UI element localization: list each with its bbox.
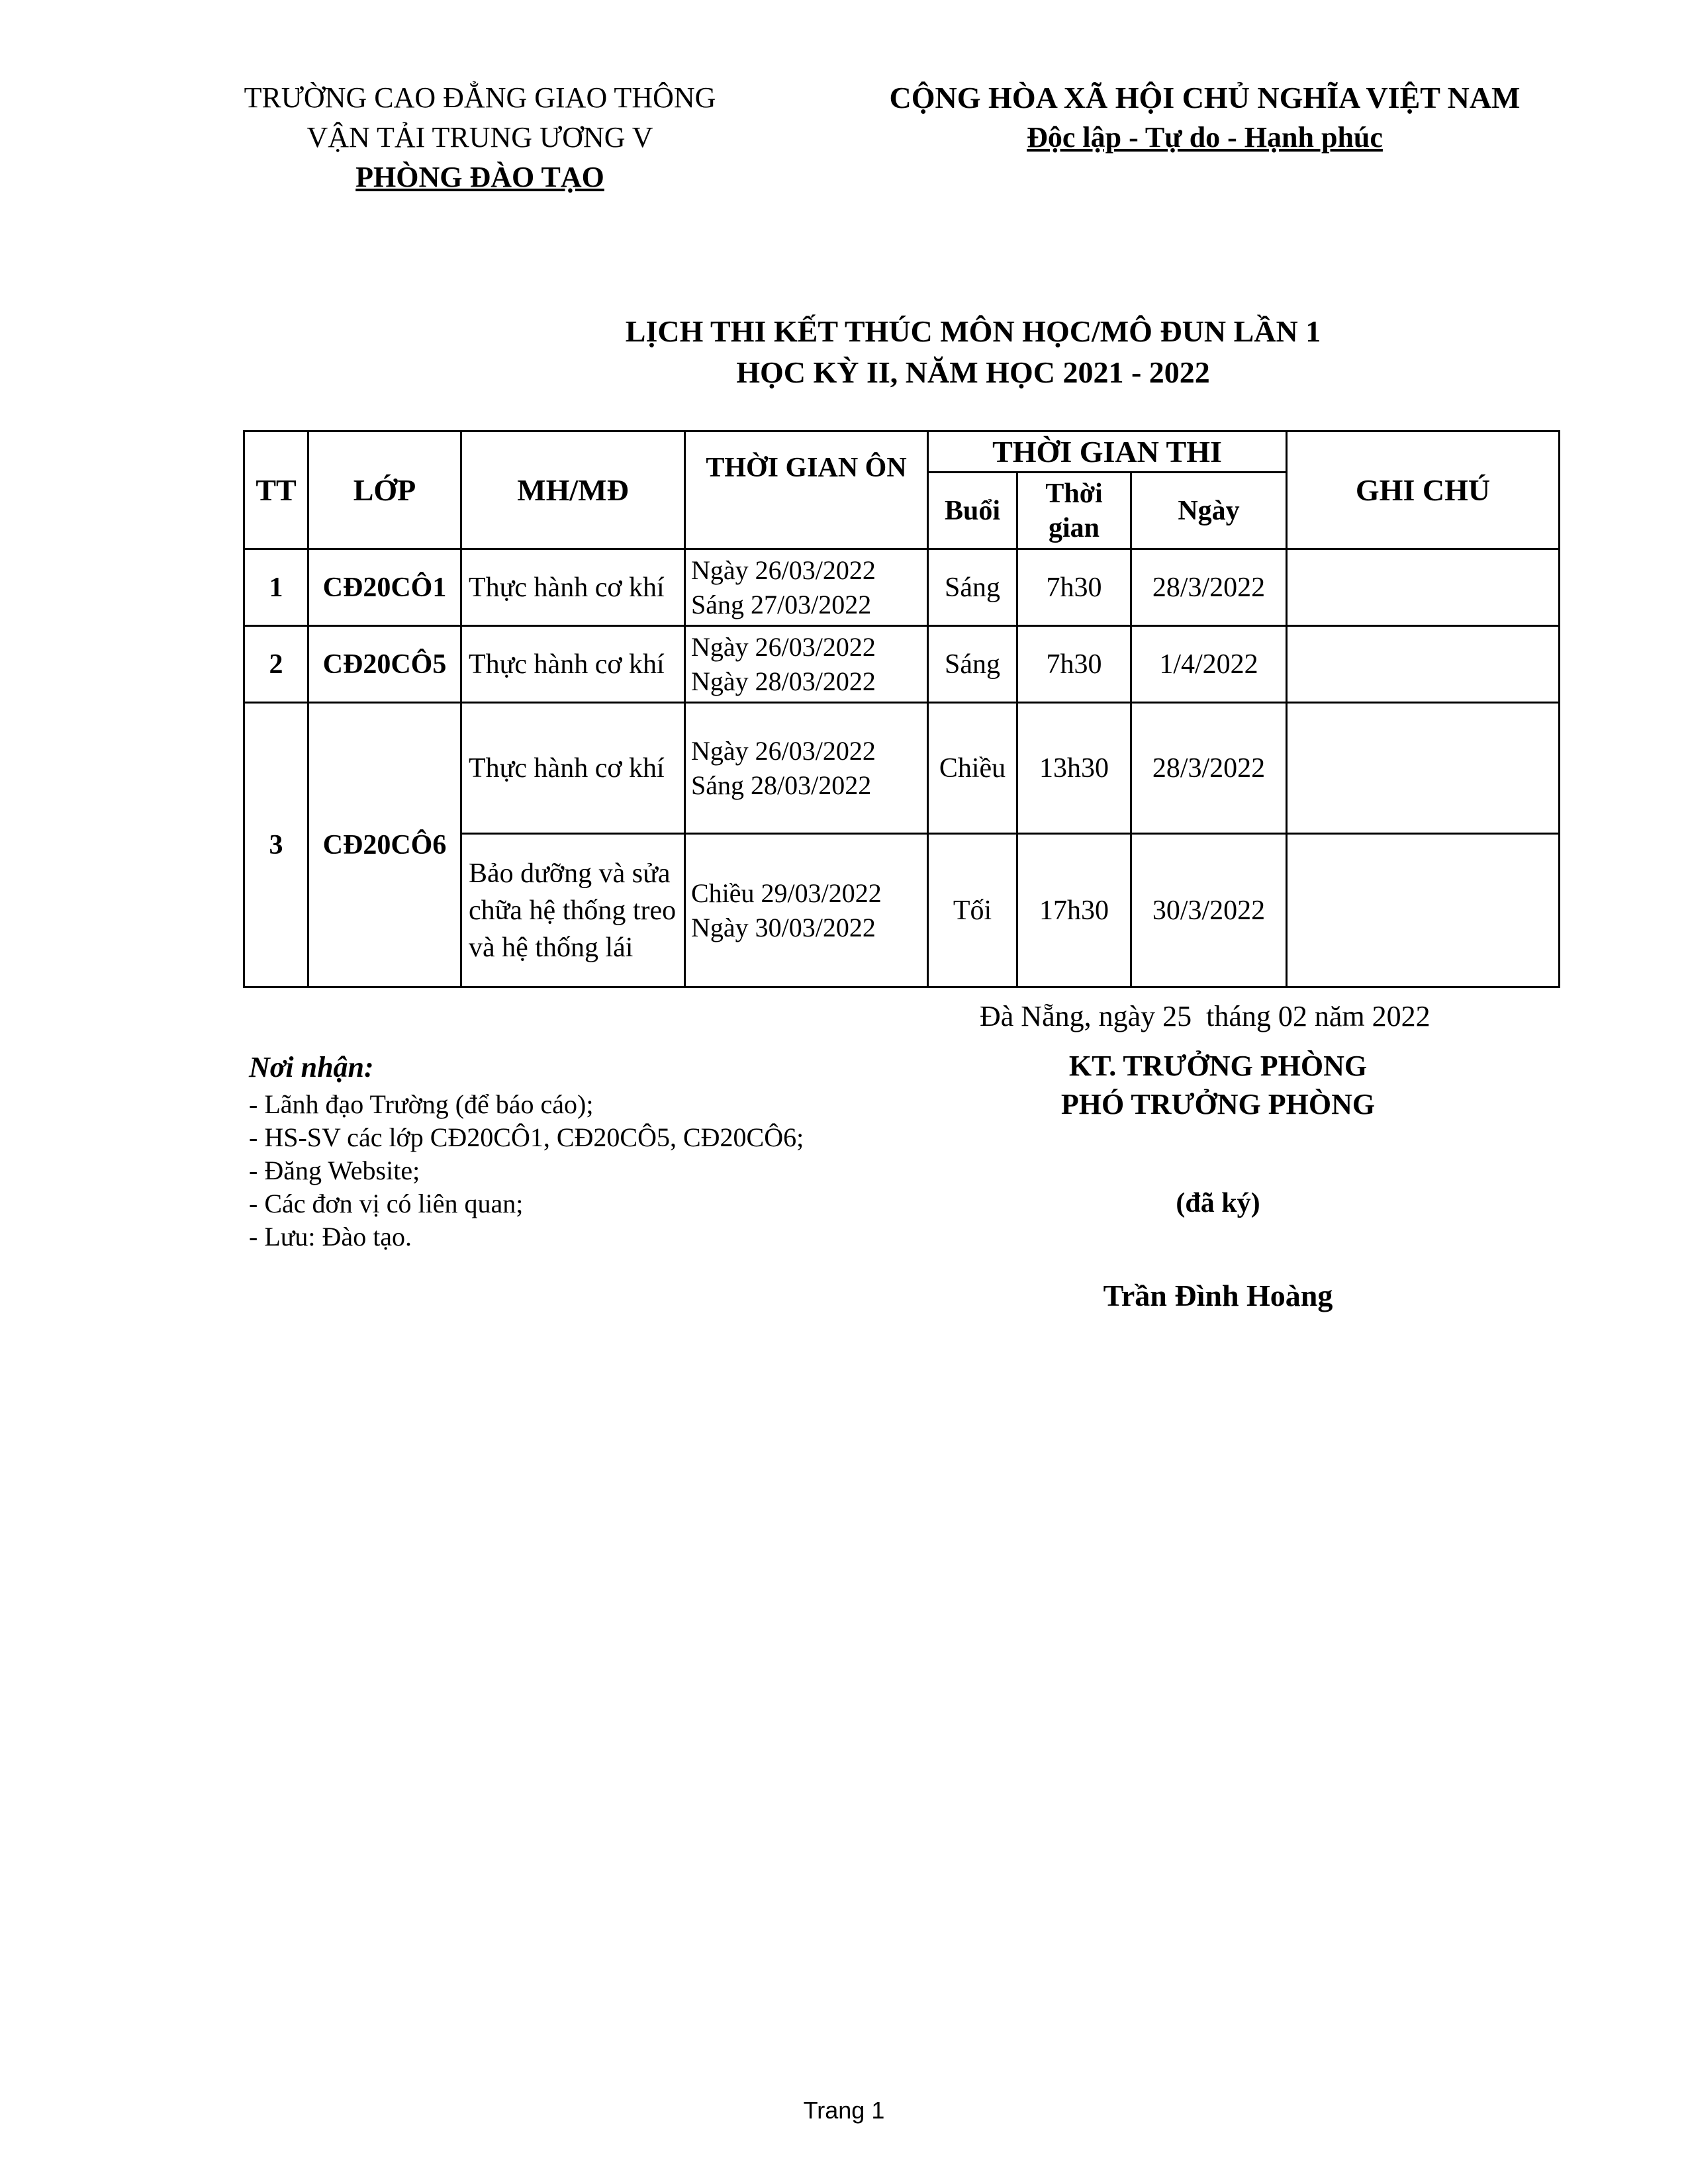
review-line: Ngày 30/03/2022 <box>691 912 876 942</box>
cell-review <box>685 703 928 834</box>
recipient-item: - Lãnh đạo Trường (để báo cáo); <box>249 1089 594 1119</box>
issuer-header <box>218 78 741 197</box>
review-line: Ngày 26/03/2022 <box>691 735 876 766</box>
cell-class: CĐ20CÔ1 <box>308 549 461 626</box>
header-time: Thời gian <box>1017 473 1131 549</box>
cell-subject: Thực hành cơ khí <box>461 703 685 834</box>
document-title <box>397 311 1549 393</box>
review-line: Ngày 26/03/2022 <box>691 555 876 585</box>
signer-name: Trần Đình Hoàng <box>1103 1279 1333 1312</box>
school-name-line1: TRƯỜNG CAO ĐẲNG GIAO THÔNG <box>244 81 716 114</box>
cell-class: CĐ20CÔ6 <box>308 703 461 987</box>
page-number: Trang 1 <box>803 2097 885 2124</box>
recipients-block <box>249 1047 911 1253</box>
cell-session: Tối <box>928 834 1017 987</box>
recipient-item: - Đăng Website; <box>249 1156 420 1185</box>
header-mhmd: MH/MĐ <box>461 432 685 549</box>
signer-title-2: PHÓ TRƯỞNG PHÒNG <box>1060 1088 1376 1120</box>
cell-class: CĐ20CÔ5 <box>308 626 461 703</box>
cell-session: Sáng <box>928 549 1017 626</box>
review-line: Sáng 28/03/2022 <box>691 770 872 800</box>
cell-session: Chiều <box>928 703 1017 834</box>
national-motto: Độc lập - Tự do - Hạnh phúc <box>1027 121 1383 154</box>
cell-subject: Bảo dưỡng và sửa chữa hệ thống treo và hệ thống lái <box>461 834 685 987</box>
cell-date: 28/3/2022 <box>1131 703 1287 834</box>
cell-note <box>1287 703 1560 834</box>
exam-schedule-table <box>243 430 1560 988</box>
table-row <box>244 549 1560 626</box>
signed-note: (đã ký) <box>1176 1188 1260 1218</box>
cell-date: 30/3/2022 <box>1131 834 1287 987</box>
cell-tt: 2 <box>244 626 308 703</box>
table-row <box>244 703 1560 834</box>
review-line: Sáng 27/03/2022 <box>691 589 872 619</box>
review-line: Chiều 29/03/2022 <box>691 878 882 908</box>
cell-time: 13h30 <box>1017 703 1131 834</box>
header-review-time: THỜI GIAN ÔN <box>685 432 928 549</box>
recipient-item: - HS-SV các lớp CĐ20CÔ1, CĐ20CÔ5, CĐ20CÔ6; <box>249 1122 804 1152</box>
cell-review <box>685 626 928 703</box>
cell-time: 7h30 <box>1017 626 1131 703</box>
recipients-heading: Nơi nhận: <box>249 1051 374 1083</box>
table-row <box>244 626 1560 703</box>
recipient-item: - Các đơn vị có liên quan; <box>249 1189 524 1218</box>
table-header-row <box>244 432 1560 473</box>
title-line2: HỌC KỲ II, NĂM HỌC 2021 - 2022 <box>736 355 1210 389</box>
review-line: Ngày 28/03/2022 <box>691 666 876 696</box>
cell-date: 28/3/2022 <box>1131 549 1287 626</box>
cell-note <box>1287 834 1560 987</box>
title-line1: LỊCH THI KẾT THÚC MÔN HỌC/MÔ ĐUN LẦN 1 <box>625 314 1321 348</box>
cell-tt: 3 <box>244 703 308 987</box>
cell-tt: 1 <box>244 549 308 626</box>
cell-review <box>685 549 928 626</box>
cell-time: 17h30 <box>1017 834 1131 987</box>
review-line: Ngày 26/03/2022 <box>691 631 876 662</box>
header-lop: LỚP <box>308 432 461 549</box>
cell-subject: Thực hành cơ khí <box>461 626 685 703</box>
school-name-line2: VẬN TẢI TRUNG ƯƠNG V <box>306 121 653 154</box>
national-header <box>854 78 1556 158</box>
recipient-item: - Lưu: Đào tạo. <box>249 1222 412 1251</box>
cell-time: 7h30 <box>1017 549 1131 626</box>
header-date: Ngày <box>1131 473 1287 549</box>
signature-block <box>960 1047 1476 1316</box>
header-note: GHI CHÚ <box>1287 432 1560 549</box>
cell-subject: Thực hành cơ khí <box>461 549 685 626</box>
header-tt: TT <box>244 432 308 549</box>
signer-title-1: KT. TRƯỞNG PHÒNG <box>1068 1050 1368 1082</box>
cell-note <box>1287 549 1560 626</box>
header-session: Buổi <box>928 473 1017 549</box>
cell-date: 1/4/2022 <box>1131 626 1287 703</box>
cell-session: Sáng <box>928 626 1017 703</box>
national-title: CỘNG HÒA XÃ HỘI CHỦ NGHĨA VIỆT NAM <box>889 81 1521 114</box>
cell-review <box>685 834 928 987</box>
cell-note <box>1287 626 1560 703</box>
department-name: PHÒNG ĐÀO TẠO <box>355 161 604 193</box>
header-exam-time: THỜI GIAN THI <box>928 432 1287 473</box>
place-date: Đà Nẵng, ngày 25 tháng 02 năm 2022 <box>980 1000 1430 1032</box>
